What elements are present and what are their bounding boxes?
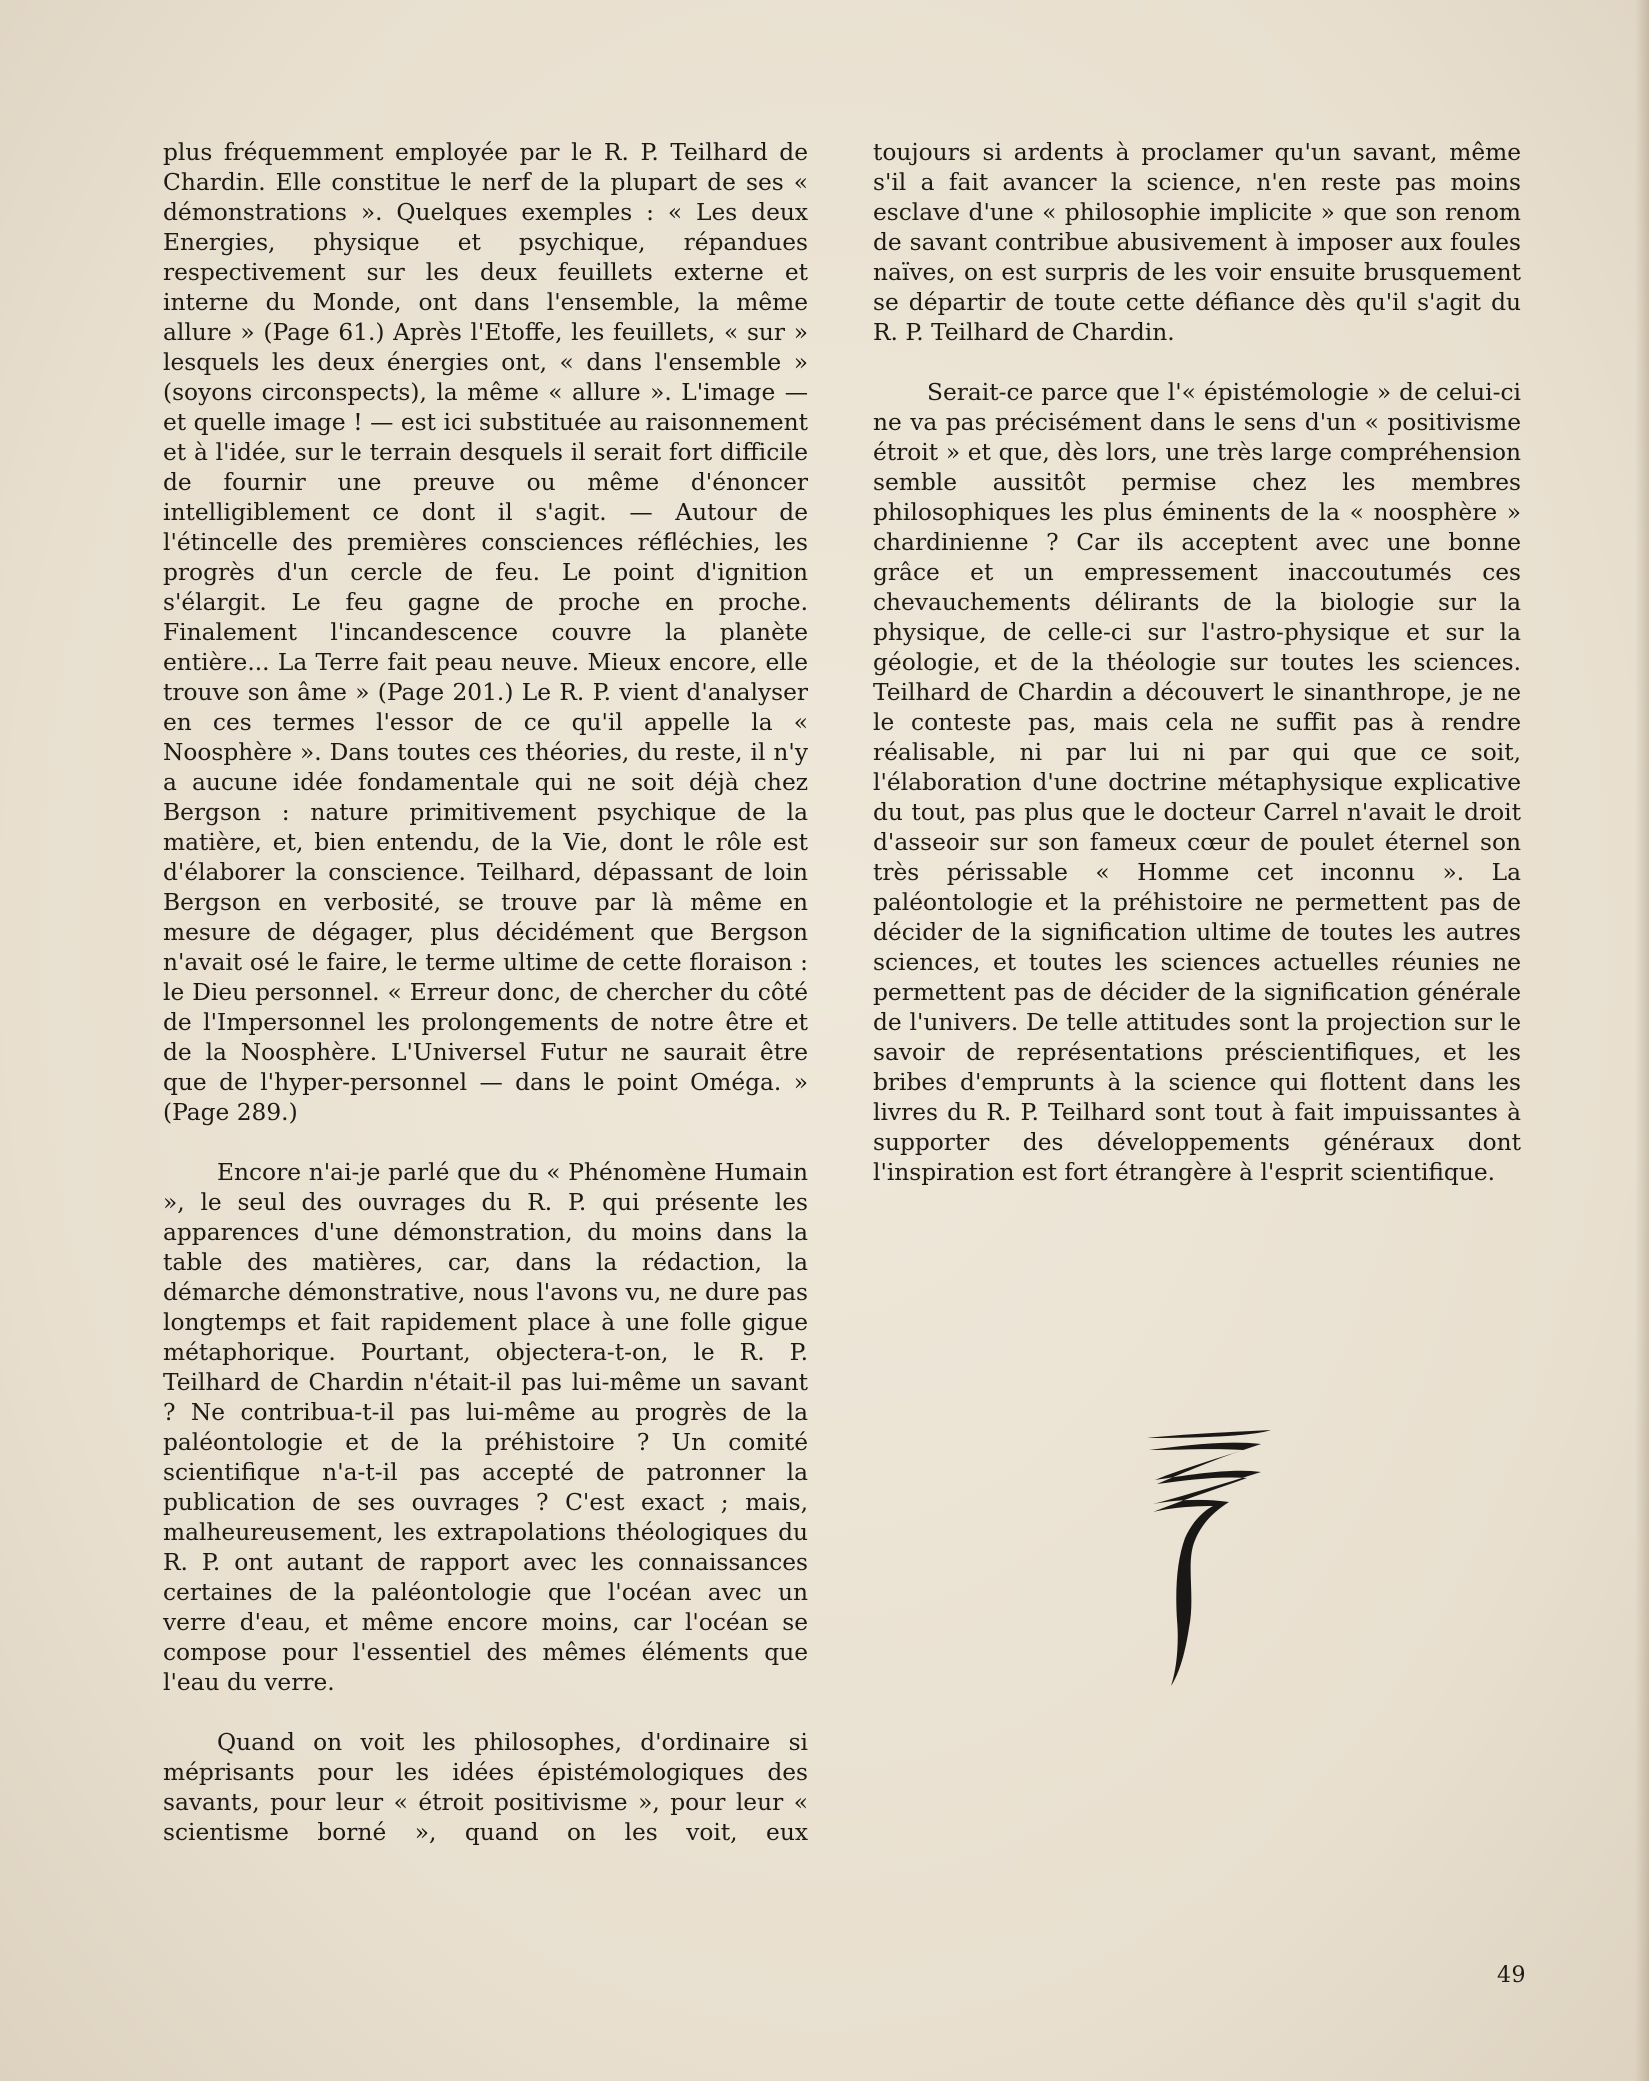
right-paragraph-2: Serait-ce parce que l'« épistémologie » de celui-ci ne va pas précisément dans le sens d'un « positivisme étroit » et que, dès lors, une très large compréhension semble aussitôt permise chez les membres philosophiques les plus éminents de la « noosphère » chardinienne ? Car ils acceptent avec une bonne grâce et un empressement inaccoutumés ces chevauchements délirants de la biologie sur la physique, de celle-ci sur l'astro-physique et sur la géologie, et de la théologie sur toutes les sciences. Teilhard de Chardin a découvert le sinanthrope, je ne le conteste pas, mais cela ne suffit pas à rendre réalisable, ni par lui ni par qui que ce soit, l'élaboration d'une doctrine métaphysique explicative du tout, pas plus que le docteur Carrel n'avait le droit d'asseoir sur son fameux cœur de poulet éternel son très périssable « Homme cet inconnu ». La paléontologie et la préhistoire ne permettent pas de décider de la signification ultime de toutes les autres sciences, et toutes les sciences actuelles réunies ne permettent pas de décider de la signification générale de l'univers. De telle attitudes sont la projection sur le savoir de représentations préscientifiques, et les bribes d'emprunts à la science qui flottent dans les livres du R. P. Teilhard sont tout à fait impuissantes à supporter des développements généraux dont l'inspiration est fort étrangère à l'esprit scientifique. xyxy=(873,379,1521,1186)
left-paragraph-1: plus fréquemment employée par le R. P. Teilhard de Chardin. Elle constitue le nerf de la plupart de ses « démonstrations ». Quelques exemples : « Les deux Energies, physique et psychique, répandues respectivement sur les deux feuillets externe et interne du Monde, ont dans l'ensemble, la même allure » (Page 61.) Après l'Etoffe, les feuillets, « sur » lesquels les deux énergies ont, « dans l'ensemble » (soyons circonspects), la même « allure ». L'image — et quelle image ! — est ici substituée au raisonnement et à l'idée, sur le terrain desquels il serait fort difficile de fournir une preuve ou même d'énoncer intelligiblement ce dont il s'agit. — Autour de l'étincelle des premières consciences réfléchies, les progrès d'un cercle de feu. Le point d'ignition s'élargit. Le feu gagne de proche en proche. Finalement l'incandescence couvre la planète entière... La Terre fait peau neuve. Mieux encore, elle trouve son âme » (Page 201.) Le R. P. vient d'analyser en ces termes l'essor de ce qu'il appelle la « Noosphère ». Dans toutes ces théories, du reste, il n'y a aucune idée fondamentale qui ne soit déjà chez Bergson : nature primitivement psychique de la matière, et, bien entendu, de la Vie, dont le rôle est d'élaborer la conscience. Teilhard, dépassant de loin Bergson en verbosité, se trouve par là même en mesure de dégager, plus décidément que Bergson n'avait osé le faire, le terme ultime de cette floraison : le Dieu personnel. « Erreur donc, de chercher du côté de l'Impersonnel les prolongements de notre être et de la Noosphère. L'Universel Futur ne saurait être que de l'hyper-personnel — dans le point Oméga. » (Page 289.) xyxy=(163,139,808,1126)
right-paragraph-1: toujours si ardents à proclamer qu'un savant, même s'il a fait avancer la science, n'en reste pas moins esclave d'une « philosophie implicite » que son renom de savant contribue abusivement à imposer aux foules naïves, on est surpris de les voir ensuite brusquement se départir de toute cette défiance dès qu'il s'agit du R. P. Teilhard de Chardin. xyxy=(873,139,1521,346)
calligraphic-flourish-icon xyxy=(1143,1428,1273,1688)
left-column xyxy=(163,138,808,1878)
right-column xyxy=(873,138,1521,1218)
page-number: 49 xyxy=(1497,1963,1526,1988)
left-paragraph-3: Quand on voit les philosophes, d'ordinaire si méprisants pour les idées épistémologiques des savants, pour leur « étroit positivisme », pour leur « scientisme borné », quand on les voit, eux xyxy=(163,1729,808,1846)
left-paragraph-2: Encore n'ai-je parlé que du « Phénomène Humain », le seul des ouvrages du R. P. qui présente les apparences d'une démonstration, du moins dans la table des matières, car, dans la rédaction, la démarche démonstrative, nous l'avons vu, ne dure pas longtemps et fait rapidement place à une folle gigue métaphorique. Pourtant, objectera-t-on, le R. P. Teilhard de Chardin n'était-il pas lui-même un savant ? Ne contribua-t-il pas lui-même au progrès de la paléontologie et de la préhistoire ? Un comité scientifique n'a-t-il pas accepté de patronner la publication de ses ouvrages ? C'est exact ; mais, malheureusement, les extrapolations théologiques du R. P. ont autant de rapport avec les connaissances certaines de la paléontologie que l'océan avec un verre d'eau, et même encore moins, car l'océan se compose pour l'essentiel des mêmes éléments que l'eau du verre. xyxy=(163,1159,808,1696)
